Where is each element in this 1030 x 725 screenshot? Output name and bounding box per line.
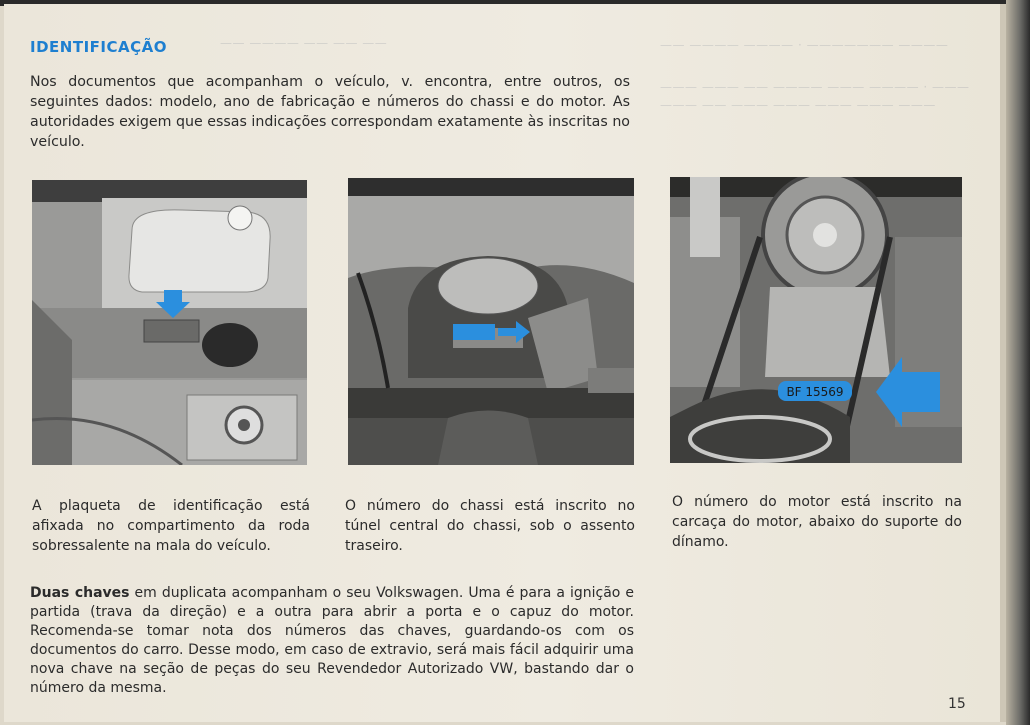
bleed-through: —— ———— ———— · ——————— ———— — [660, 38, 949, 52]
page-heading: IDENTIFICAÇÃO — [30, 38, 167, 56]
scan-right-edge — [1006, 0, 1030, 725]
bleed-through: ——— —— ——— ——— ——— ——— ——— — [660, 98, 936, 112]
bleed-through: —— ———— —— —— —— — [220, 36, 388, 50]
engine-number-label: BF 15569 — [786, 385, 844, 399]
caption-chassis: O número do chassi está inscrito no túnel central do chassi, sob o assento traseiro. — [345, 498, 635, 554]
intro-paragraph: Nos documentos que acompanham o veículo, v. encontra, entre outros, os seguintes dados: modelo, ano de fabricação e números do chassi e do motor. As autoridades exigem que essas indicações correspondam exatamente às inscritas no veículo. — [30, 74, 630, 150]
bleed-through: ——— ——— —— ———— ——— ———— · ——— — [660, 80, 970, 94]
engine-photo — [670, 177, 962, 463]
chassis-tunnel-photo — [348, 178, 634, 465]
caption-luggage: A plaqueta de identificação está afixada no compartimento da roda sobressalente na mala do veículo. — [32, 498, 310, 554]
keys-lead: Duas chaves — [30, 585, 130, 601]
keys-paragraph — [30, 584, 634, 698]
luggage-compartment-photo — [32, 180, 307, 465]
keys-text: em duplicata acompanham o seu Volkswagen. Uma é para a ignição e partida (trava da direção) e a outra para abrir a porta e o capuz do motor. Recomenda-se tomar nota dos números das chaves, guardando-os com os documentos do carro. Desse modo, em caso de extravio, será mais fácil adquirir uma nova chave na seção de peças do seu Revendedor Autorizado VW, bastando dar o número da mesma. — [30, 585, 634, 696]
caption-engine: O número do motor está inscrito na carcaça do motor, abaixo do suporte do dínamo. — [672, 494, 962, 550]
page-number: 15 — [948, 696, 966, 712]
